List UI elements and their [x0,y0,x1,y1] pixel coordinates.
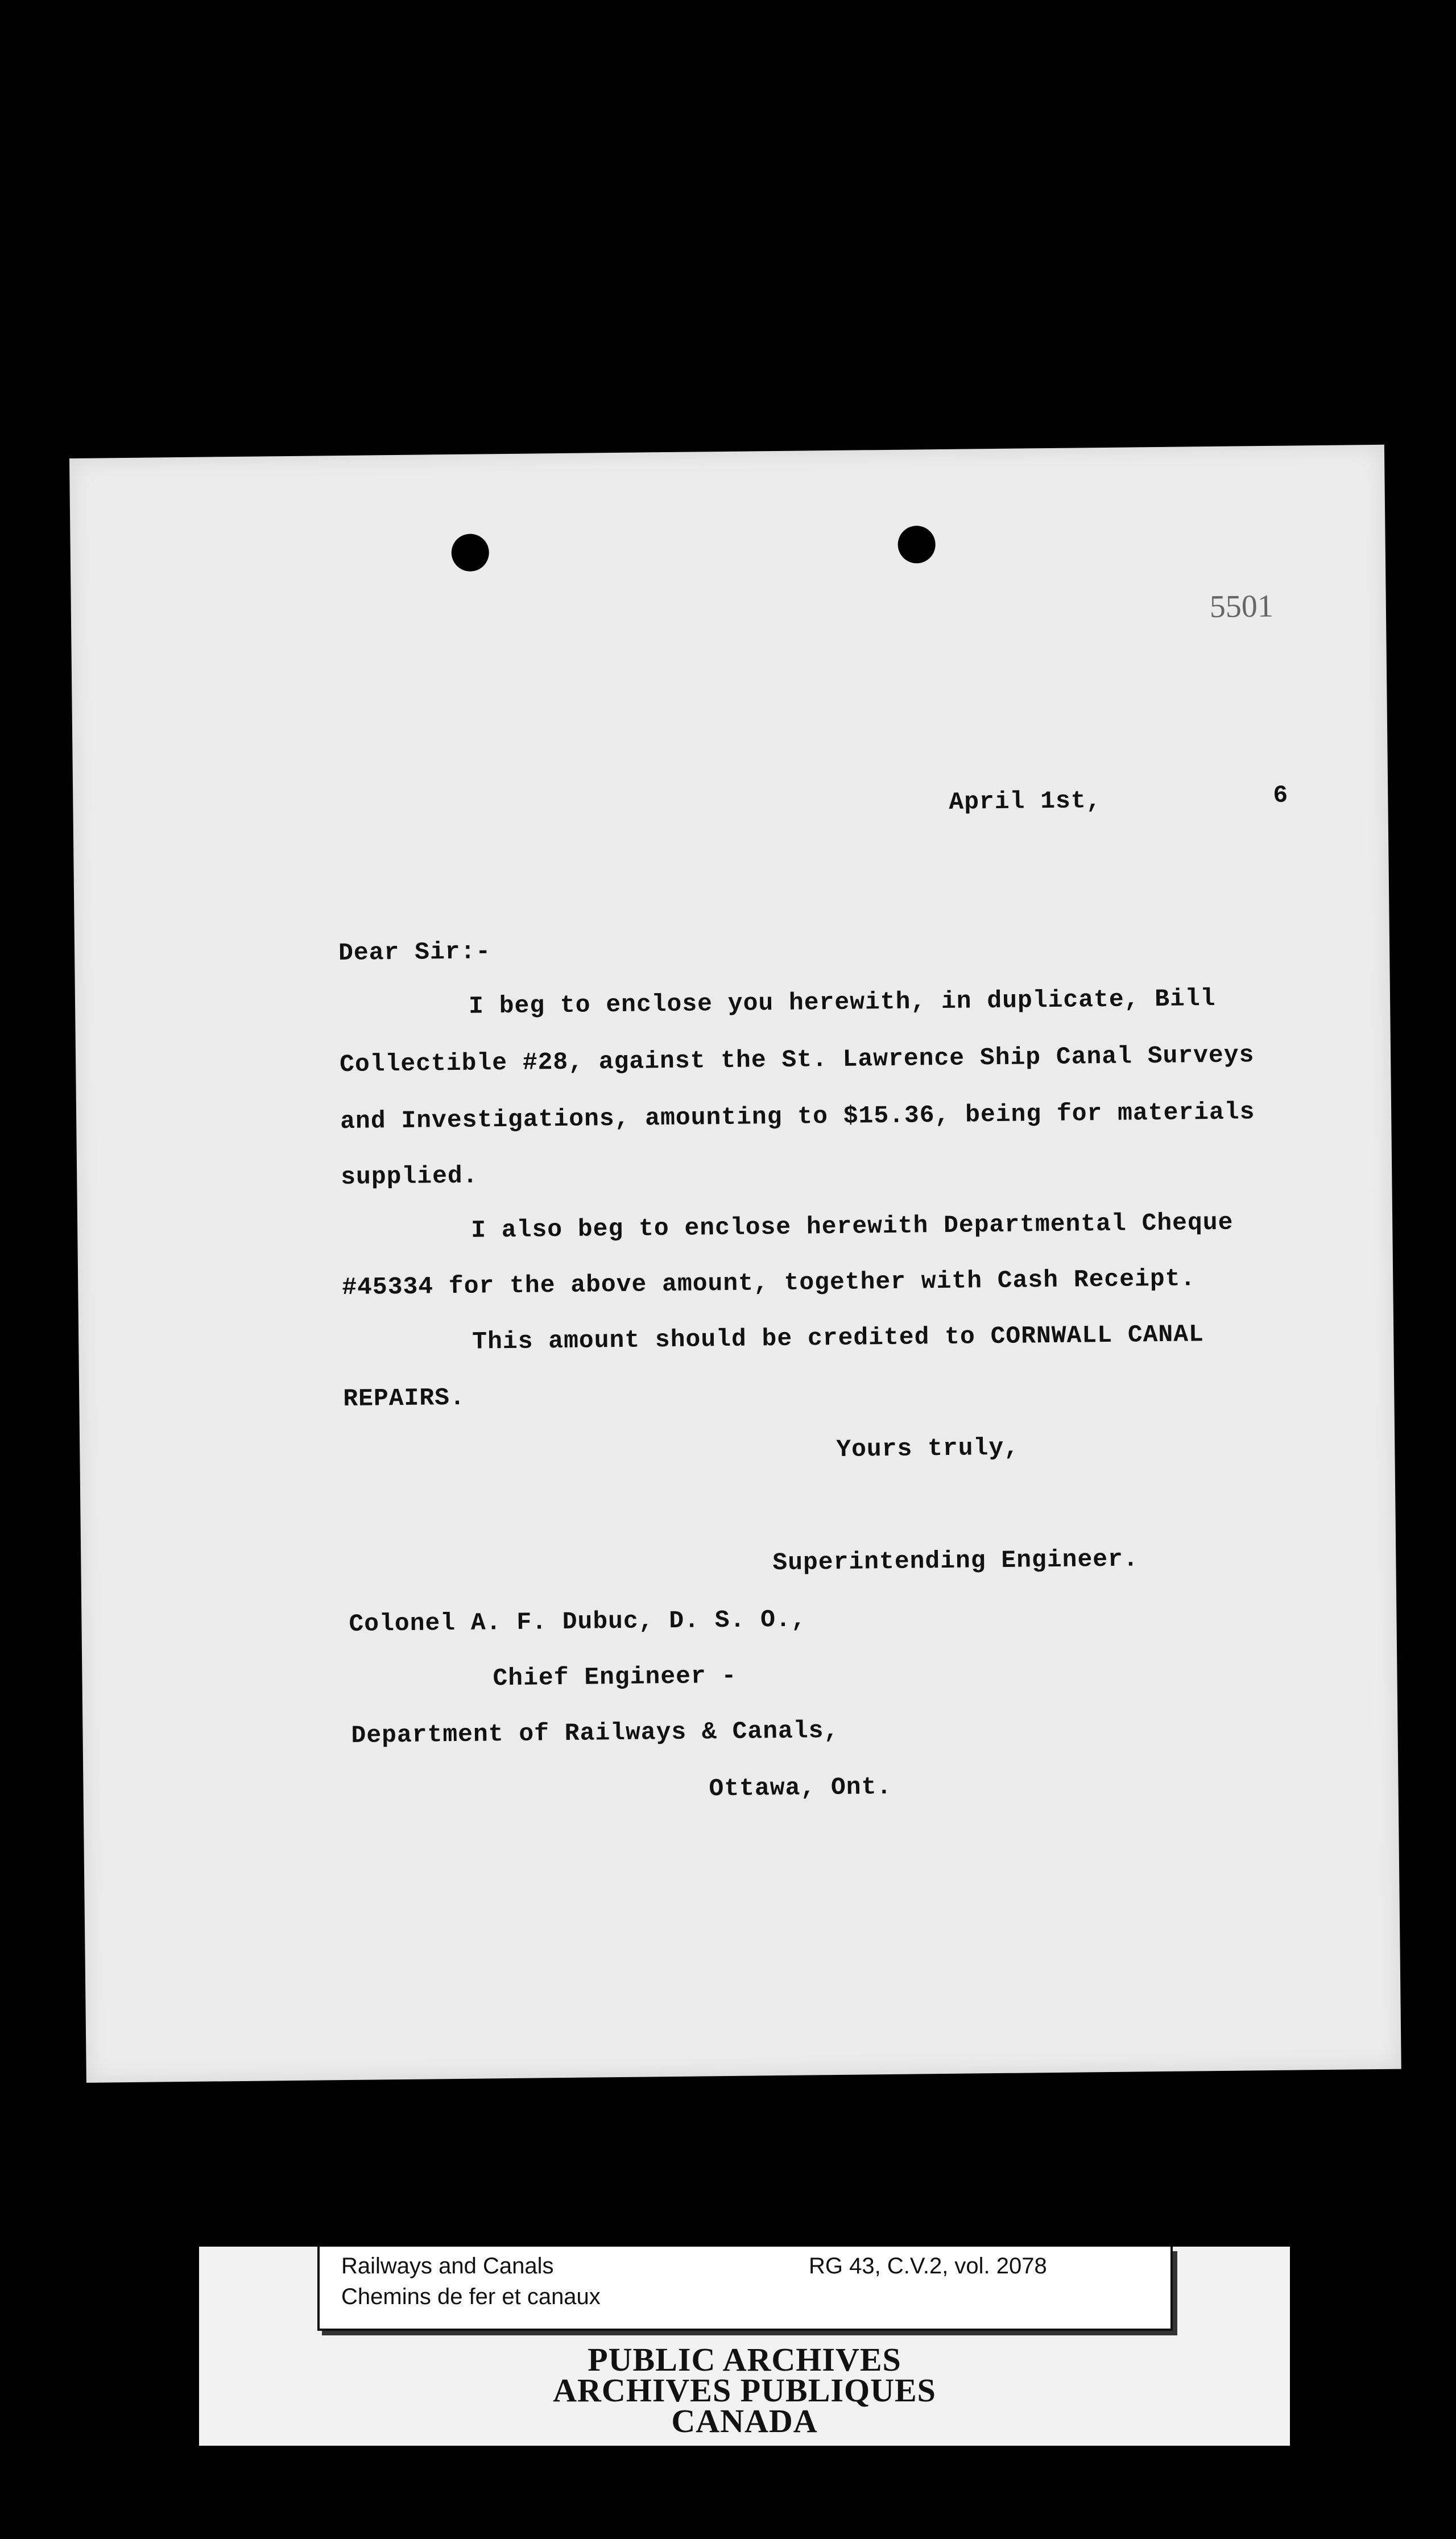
recipient-department: Department of Railways & Canals, [351,1716,839,1750]
recipient-title: Chief Engineer - [493,1661,737,1693]
department-en: Railways and Canals [341,2253,554,2279]
body-line: I also beg to enclose herewith Departmental Cheque [470,1208,1234,1244]
archive-reference-card [317,2247,1173,2331]
signature-title: Superintending Engineer. [772,1545,1139,1577]
recipient-name: Colonel A. F. Dubuc, D. S. O., [349,1605,806,1638]
letter-date: April 1st, [949,787,1102,816]
archives-name-en: PUBLIC ARCHIVES [588,2341,901,2378]
body-line: Collectible #28, against the St. Lawrence Ship Canal Surveys [339,1041,1255,1079]
body-line: supplied. [341,1161,478,1192]
body-line: I beg to enclose you herewith, in duplicate, Bill [468,984,1216,1020]
punch-hole-right [897,526,936,564]
department-fr: Chemins de fer et canaux [341,2284,601,2309]
punch-hole-left [451,534,489,572]
recipient-city: Ottawa, Ont. [709,1772,892,1803]
archives-country: CANADA [671,2402,818,2439]
body-line: This amount should be credited to CORNWALL CANAL [472,1320,1205,1356]
body-line: REPAIRS. [343,1383,466,1413]
body-line: #45334 for the above amount, together with Cash Receipt. [342,1264,1196,1302]
closing: Yours truly, [836,1433,1020,1463]
letter-page [69,445,1401,2083]
archive-reference: RG 43, C.V.2, vol. 2078 [809,2253,1047,2279]
salutation: Dear Sir:- [338,937,491,967]
body-line: and Investigations, amounting to $15.36, being for materials [340,1098,1255,1136]
archives-name-fr: ARCHIVES PUBLIQUES [553,2372,936,2409]
letter-date-suffix: 6 [1273,781,1289,809]
file-number: 5501 [1209,588,1274,625]
archive-stamp [199,2247,1290,2446]
